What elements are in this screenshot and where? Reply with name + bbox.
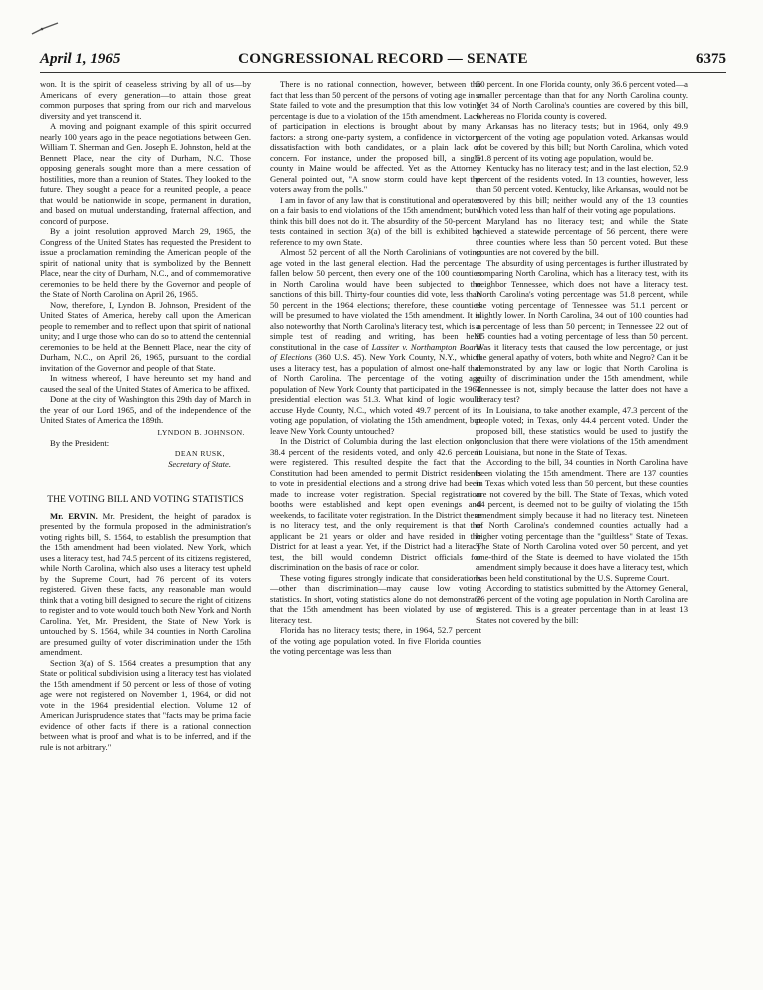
page-header <box>40 48 726 73</box>
header-date: April 1, 1965 <box>40 51 121 67</box>
paragraph-text: (360 U.S. 45). New York County, N.Y., which uses a literacy test, has a population of almost one-half that of North Carolina. The percentage of the voting age population of New York County that participated in the 1964 presidential election was 51.3. What kind of logic would accuse Hyde County, N.C., which voted 49.7 percent of its voting age population, of violating the 15th amendment, but leave New York County untouched? <box>270 352 481 436</box>
header-title: CONGRESSIONAL RECORD — SENATE <box>238 51 528 67</box>
paragraph: In the District of Columbia during the last election only 38.4 percent of the residents voted, and only 42.6 percent were registered. This resulted despite the fact that the Constitution had been amended to permit District residents to vote in presidential elections and a strong drive had been made to increase voter registration. Special registration booths were established and kept open evenings and weekends, to facilitate voter registration. In the District there is no literacy test, and the only requirement is that the applicant be 21 years or older and have resided in the District for at least a year. Yet, if the District had a literacy test, the bill would condemn District officials for discrimination on the basis of race or color. <box>270 436 481 572</box>
paragraph: Section 3(a) of S. 1564 creates a presumption that any State or political subdivision using a literacy test has violated the 15th amendment if 50 percent or less of those of voting age were not registered on November 1, 1964, or did not vote in the 1964 presidential election. Volume 12 of American Jurisprudence states that "facts may be prima facie evidence of other facts if there is a rational connection between what is proof and what is to be inferred, and if the rule is not arbitrary." <box>40 657 251 752</box>
paragraph: Now, therefore, I, Lyndon B. Johnson, President of the United States of America, hereby call upon the American people to remember and to reflect upon that spirit of national unity; and I urge those who can do so to attend the centennial ceremonies to be held at the Bennett Place, near the city of Durham, N.C., on April 26, 1965, pursuant to the cordial invitation of the Governor and people of that State. <box>40 299 251 373</box>
paragraph: The absurdity of using percentages is further illustrated by comparing North Carolina, which has a literacy test, with its neighbor Tennessee, which does not have a literacy test. North Carolina's voting percentage was 51.8 percent, while the voting percentage of Tennessee was 51.1 percent or slightly lower. In North Carolina, 34 out of 100 counties had a percentage of less than 50 percent; in Tennessee 22 out of 95 counties had a voting percentage of less than 50 percent. Was it literacy tests that caused the low percentage, or just the general apathy of voters, both white and Negro? Can it be demonstrated by any law or logic that North Carolina is guilty of discrimination under the 15th amendment, while Tennessee is not, simply because the latter does not have a literacy test? <box>476 257 688 404</box>
secretary-name: DEAN RUSK, <box>174 448 225 458</box>
section-heading: THE VOTING BILL AND VOTING STATISTICS <box>47 493 244 505</box>
scan-artifact-mark <box>30 20 62 38</box>
speaker-name: Mr. ERVIN. <box>50 510 98 521</box>
paragraph: 50 percent. In one Florida county, only 36.6 percent voted—a smaller percentage than that for any North Carolina county. Yet 34 of North Carolina's counties are covered by this bill, whereas no Florida county is covered. <box>476 79 688 121</box>
case-citation: Lassiter v. Northampton Board of Elections <box>270 341 481 362</box>
paragraph: Florida has no literacy tests; there, in 1964, 52.7 percent of the voting age population voted. In five Florida counties the voting percentage was less than <box>270 625 481 656</box>
paragraph: These voting figures strongly indicate that considerations—other than discrimination—may cause low voting statistics. In short, voting statistics alone do not demonstrate that the 15th amendment has been violated by use of a literacy test. <box>270 572 481 625</box>
column-3 <box>476 79 688 979</box>
secretary-title: Secretary of State. <box>168 459 231 469</box>
paragraph: A moving and poignant example of this spirit occurred nearly 100 years ago in the peace negotiations between Gen. William T. Sherman and Gen. Joseph E. Johnston, held at the Bennett Place, near the city of Durham, N.C. Those opposing generals sought more than a mere cessation of hostilities, more than a reunion of States. They looked to the future. They sought a peace for a reunited people, a peace that would be nationwide in scope, permanent in duration, and based on mutual understanding, fraternal affection, and concord of purpose. <box>40 121 251 226</box>
column-2 <box>270 79 481 979</box>
paragraph: Maryland has no literacy test; and while the State achieved a statewide percentage of 56 percent, there were three counties where less than 50 percent voted. But these counties are not covered by the bill. <box>476 215 688 257</box>
paragraph: Kentucky has no literacy test; and in the last election, 52.9 percent of the residents voted. In 13 counties, however, less than 50 percent voted. Kentucky, like Arkansas, would not be covered by this bill; neither would any of the 13 counties which voted less than half of their voting age populations. <box>476 163 688 215</box>
paragraph: There is no rational connection, however, between the fact that less than 50 percent of the persons of voting age in a State failed to vote and the presumption that this low voting percentage is due to a violation of the 15th amendment. Lack of participation in elections is brought about by many factors: a strong one-party system, a confidence in victory, dissatisfaction with both candidates, or a plain lack of concern. For instance, under the proposed bill, a single county in Maine would be affected. Yet as the Attorney General pointed out, "A snow storm could have kept the voters away from the polls." <box>270 79 481 194</box>
paragraph: According to statistics submitted by the Attorney General, 76 percent of the voting age population in North Carolina are registered. This is a greater percentage than in at least 13 States not covered by the bill: <box>476 583 688 625</box>
paragraph: I am in favor of any law that is constitutional and operates on a fair basis to end violations of the 15th amendment; but I think this bill does not do it. The absurdity of the 50-percent tests contained in section 3(a) of the bill is exhibited by reference to my own State. <box>270 194 481 247</box>
paragraph-text: Almost 52 percent of all the North Carolinians of voting age voted in the last general election. Had the percentage fallen below 50 percent, then every one of the 100 counties in North Carolina would have been subjected to the sanctions of this bill. Thirty-four counties did vote, less than 50 percent in the 1964 elections; therefore, these counties will be presumed to have violated the 15th amendment. It is also noteworthy that North Carolina's literacy test, which is a simple test of reading and writing, has been held constitutional in the case of <box>270 247 481 352</box>
signer-name: LYNDON B. JOHNSON. <box>157 427 245 437</box>
paragraph <box>40 511 251 658</box>
paragraph-text: Mr. President, the height of paradox is presented by the formula proposed in the administration's voting rights bill, S. 1564, to establish the presumption that the 15th amendment had been violated. New York, which uses a literacy test, had 74.5 percent of its citizens registered, while North Carolina, which also uses a literacy test upheld by the Supreme Court, had 76 percent of its voters registered. Given these facts, any reasonable man would think that a voting bill designed to secure the right of citizens to register and to vote would touch both New York and North Carolina. Yet, Mr. President, the State of New York is untouched by S. 1564, while 34 counties in North Carolina are presumed guilty of voter discrimination under the 15th amendment. <box>40 510 251 657</box>
header-page-number: 6375 <box>696 51 726 67</box>
paragraph: won. It is the spirit of ceaseless striving by all of us—by Americans of every generation—to attain those great common purposes that spring from our rich and marvelous diversity and yet transcend it. <box>40 79 251 121</box>
paragraph: In witness whereof, I have hereunto set my hand and caused the seal of the United States of America to be affixed. <box>40 373 251 394</box>
paragraph: Arkansas has no literacy tests; but in 1964, only 49.9 percent of the voting age population voted. Arkansas would not be covered by this bill; but North Carolina, which voted 51.8 percent of its voting age population, would be. <box>476 121 688 163</box>
by-president-line: By the President: <box>50 438 110 448</box>
column-1 <box>40 79 251 979</box>
paragraph: By a joint resolution approved March 29, 1965, the Congress of the United States has requested the President to issue a proclamation reminding the American people of the spirit of national unity that is symbolized by the Bennett Place, near the city of Durham, N.C., and of commemorative ceremonies to be held there by the Governor and people of the State of North Carolina on April 26, 1965. <box>40 226 251 299</box>
paragraph: In Louisiana, to take another example, 47.3 percent of the people voted; in Texas, only 44.4 percent voted. Under the proposed bill, these statistics would be used to justify the conclusion that there were violations of the 15th amendment in Louisiana, but none in the State of Texas. <box>476 404 688 457</box>
paragraph: According to the bill, 34 counties in North Carolina have been violating the 15th amendment. There are 137 counties in Texas which voted less than 50 percent, but these counties are not covered by the bill. The State of Texas, which voted 44 percent, is deemed not to be guilty of violating the 15th amendment simply because it had no literacy test. Nineteen of North Carolina's condemned counties actually had a higher voting percentage than the "guiltless" State of Texas. The State of North Carolina voted over 50 percent, and yet one-third of the State is deemed to have violated the 15th amendment simply because it does have a literacy test, which has been held constitutional by the U.S. Supreme Court. <box>476 457 688 583</box>
paragraph: Done at the city of Washington this 29th day of March in the year of our Lord 1965, and of the independence of the United States of America the 189th. <box>40 394 251 425</box>
paragraph <box>270 247 481 436</box>
